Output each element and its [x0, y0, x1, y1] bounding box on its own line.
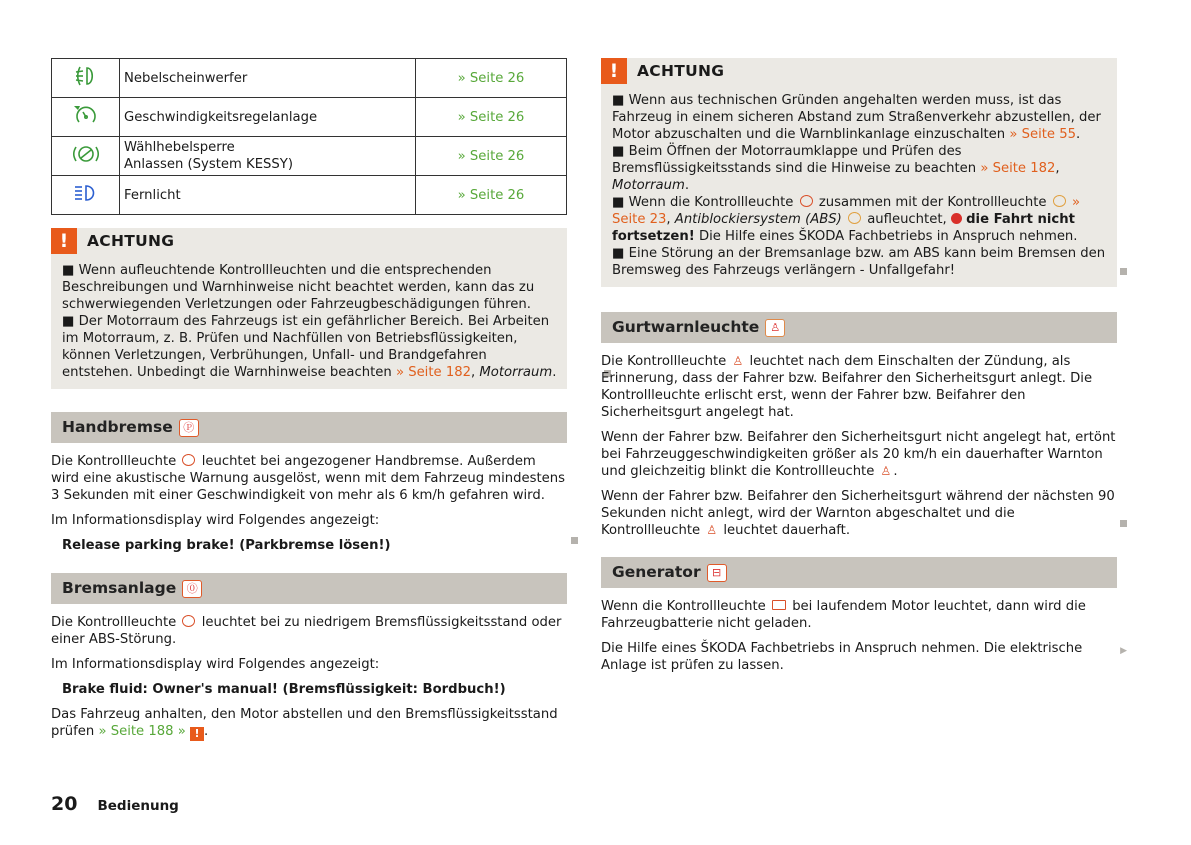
- page-link[interactable]: » Seite 23: [612, 195, 1081, 227]
- exclamation-icon: !: [601, 58, 627, 84]
- brake-warning-icon: [182, 615, 195, 627]
- page-link[interactable]: » Seite 188 »: [98, 724, 186, 739]
- seatbelt-icon: ♙: [732, 354, 744, 368]
- warning-body: ■ Wenn aus technischen Gründen angehalten werden muss, ist das Fahrzeug in einem sicheren Abstand zum Straßenverkehr abzustellen, der Motor abzuschalten und die Warnblinkanlage einzuschalten » Seite 55. ■ Beim Öffnen der Motorraumklappe und Prüfen des Bremsflüssigkeitsstands sind die Hinweise zu beachten » Seite 182, Motorraum. ■ Wenn die Kontrollleuchte zusammen mit der Kontrollleuchte » Seite 23, Antiblockiersystem (ABS) aufleuchtet, die Fahrt nicht fortsetzen! Die Hilfe eines ŠKODA Fachbetriebs in Anspruch nehmen. ■ Eine Störung an der Bremsanlage bzw. am ABS kann beim Bremsen den Bremsweg des Fahrzeugs verlängern - Unfallgefahr!: [612, 93, 1106, 278]
- end-marker: [1120, 268, 1127, 275]
- table-cell-label: Geschwindigkeitsregelanlage: [120, 98, 416, 137]
- parking-brake-icon: [182, 454, 195, 466]
- page-link[interactable]: » Seite 182: [980, 161, 1056, 176]
- section-header-generator: Generator ⊟: [601, 557, 1117, 588]
- section-header-gurt: Gurtwarnleuchte ♙: [601, 312, 1117, 343]
- table-cell-label: Wählhebelsperre Anlassen (System KESSY): [120, 137, 416, 176]
- warning-header: [601, 58, 1117, 84]
- page-link[interactable]: » Seite 26: [416, 176, 567, 215]
- gurt-body: Die Kontrollleuchte ♙ leuchtet nach dem Einschalten der Zündung, als Erinnerung, dass der Fahrer bzw. Beifahrer den Sicherheitsgurt anlegt. Die Kontrollleuchte erlischt erst, wenn der Fahrer bzw. Beifahrer den Sicherheitsgurt angelegt hat. Wenn der Fahrer bzw. Beifahrer den Sicherheitsgurt nicht angelegt hat, ertönt bei Fahrzeuggeschwindigkeiten größer als 20 km/h ein dauerhafter Warnton und gleichzeitig blinkt die Kontrollleuchte ♙ . Wenn der Fahrer bzw. Beifahrer den Sicherheitsgurt während der nächsten 90 Sekunden nicht anlegt, wird der Warnton abgeschaltet und die Kontrollleuchte ♙ leuchtet dauerhaft.: [601, 353, 1117, 539]
- warning-body: ■ Wenn aufleuchtende Kontrollleuchten und die entsprechenden Beschreibungen und Warnhinweise nicht beachtet werden, kann das zu schwerwiegenden Verletzungen oder Fahrzeugbeschädigungen führen. ■ Der Motorraum des Fahrzeugs ist ein gefährlicher Bereich. Bei Arbeiten im Motorraum, z. B. Prüfen und Nachfüllen von Betriebsflüssigkeiten, können Verletzungen, Verbrühungen, Unfall- und Brandgefahren entstehen. Unbedingt die Warnhinweise beachten » Seite 182, Motorraum.: [62, 263, 557, 380]
- seatbelt-icon: ♙: [765, 319, 785, 337]
- indicator-table: [51, 58, 567, 215]
- exclamation-icon: !: [190, 727, 204, 741]
- table-cell-label: Fernlicht: [120, 176, 416, 215]
- cruise-control-icon: [52, 98, 120, 137]
- parking-brake-icon: Ⓟ: [179, 419, 199, 437]
- end-marker: [571, 537, 578, 544]
- section-header-bremsanlage: Bremsanlage ⓪: [51, 573, 567, 604]
- seatbelt-icon: ♙: [706, 523, 718, 537]
- battery-icon: ⊟: [707, 564, 727, 582]
- warning-title: ACHTUNG: [87, 231, 175, 250]
- end-marker: [1120, 520, 1127, 527]
- table-row: [52, 59, 567, 98]
- abs-icon: [848, 212, 861, 224]
- right-column: [601, 58, 1127, 682]
- warning-title: ACHTUNG: [637, 61, 725, 80]
- fog-light-icon: [52, 59, 120, 98]
- battery-icon: [772, 600, 786, 610]
- page-footer: [51, 793, 179, 815]
- page-link[interactable]: » Seite 26: [416, 59, 567, 98]
- page-link[interactable]: » Seite 26: [416, 137, 567, 176]
- selector-lever-lock-icon: [52, 137, 120, 176]
- bremsanlage-body: Die Kontrollleuchte leuchtet bei zu niedrigem Bremsflüssigkeitsstand oder einer ABS-Störung. Im Informationsdisplay wird Folgendes angezeigt: Brake fluid: Owner's manual! (Bremsflüssigkeit: Bordbuch!) Das Fahrzeug anhalten, den Motor abstellen und den Bremsflüssigkeitsstand prüfen » Seite 188 » ! .: [51, 615, 562, 740]
- table-row: [52, 137, 567, 176]
- page-link[interactable]: » Seite 26: [416, 98, 567, 137]
- high-beam-icon: [52, 176, 120, 215]
- brake-warning-icon: ⓪: [182, 580, 202, 598]
- brake-warning-icon: [800, 195, 813, 207]
- generator-body: Wenn die Kontrollleuchte bei laufendem Motor leuchtet, dann wird die Fahrzeugbatterie nicht geladen. Die Hilfe eines ŠKODA Fachbetriebs in Anspruch nehmen. Die elektrische Anlage ist prüfen zu lassen. ▶: [601, 599, 1127, 673]
- warning-box: [51, 228, 567, 389]
- stop-icon: [951, 213, 962, 224]
- continue-arrow-icon: ▶: [1120, 646, 1127, 656]
- table-row: [52, 98, 567, 137]
- table-row: [52, 176, 567, 215]
- seatbelt-icon: ♙: [880, 464, 892, 478]
- warning-box: [601, 58, 1117, 287]
- exclamation-icon: !: [51, 228, 77, 254]
- page-link[interactable]: » Seite 55: [1009, 127, 1077, 142]
- handbremse-body: Die Kontrollleuchte leuchtet bei angezogener Handbremse. Außerdem wird eine akustische Warnung ausgelöst, wenn mit dem Fahrzeug mindestens 3 Sekunden mit einer Geschwindigkeit von mehr als 6 km/h gefahren wird. Im Informationsdisplay wird Folgendes angezeigt: Release parking brake! (Parkbremse lösen!): [51, 453, 567, 554]
- left-column: [51, 58, 567, 749]
- abs-icon: [1053, 195, 1066, 207]
- table-cell-label: Nebelscheinwerfer: [120, 59, 416, 98]
- chapter-title: Bedienung: [97, 798, 179, 814]
- warning-header: [51, 228, 567, 254]
- page-number: 20: [51, 793, 78, 815]
- section-header-handbremse: Handbremse Ⓟ: [51, 412, 567, 443]
- page-link[interactable]: » Seite 182: [395, 365, 471, 380]
